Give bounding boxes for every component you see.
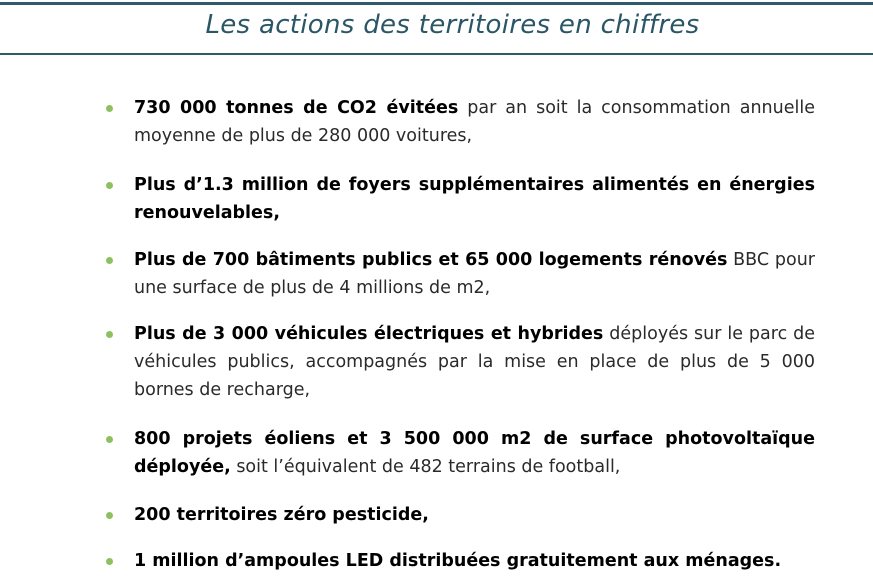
item-text: BBC pour une surface de plus de 4 millions de m2,: [134, 250, 815, 298]
bullet-icon: [106, 105, 113, 112]
item-highlight: 800 projets éoliens et 3 500 000 m2 de surface photovoltaïque déployée,: [134, 429, 815, 477]
item-highlight: Plus de 3 000 véhicules électriques et hybrides: [134, 324, 604, 344]
list-item: [134, 425, 815, 481]
item-text: soit l’équivalent de 482 terrains de football,: [230, 457, 621, 477]
bullet-icon: [106, 512, 113, 519]
item-highlight: Plus d’1.3 million de foyers supplémentaires alimentés en énergies renouvelables,: [134, 175, 815, 223]
bullet-icon: [106, 257, 113, 264]
item-text: par an soit la consommation annuelle moyenne de plus de 280 000 voitures,: [134, 98, 815, 146]
item-highlight: Plus de 700 bâtiments publics et 65 000 logements rénovés: [134, 250, 728, 270]
item-text: déployés sur le parc de véhicules publics, accompagnés par la mise en place de plus de 5 000 bornes de recharge,: [134, 324, 815, 400]
bullet-icon: [106, 558, 113, 565]
list-item: [134, 246, 815, 302]
item-highlight: 730 000 tonnes de CO2 évitées: [134, 98, 459, 118]
list-item: [134, 547, 815, 575]
item-highlight: 1 million d’ampoules LED distribuées gratuitement aux ménages.: [134, 551, 782, 571]
page-title: Les actions des territoires en chiffres: [205, 10, 700, 40]
item-highlight: 200 territoires zéro pesticide,: [134, 505, 429, 525]
bullet-icon: [106, 436, 113, 443]
bullet-icon: [106, 331, 113, 338]
list-item: [134, 94, 815, 150]
list-item: [134, 171, 815, 227]
list-item: [134, 501, 815, 529]
list-item: [134, 320, 815, 404]
bullet-icon: [106, 182, 113, 189]
